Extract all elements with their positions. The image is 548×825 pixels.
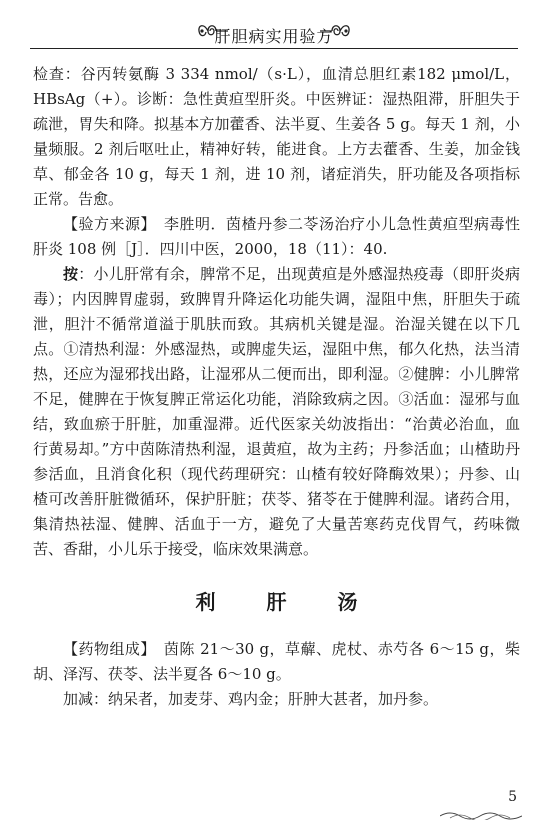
header-rule <box>30 48 518 49</box>
composition-text: 茵陈 21～30 g，草薢、虎杖、赤芍各 6～15 g，柴胡、泽泻、茯苓、法半夏各 6～10 g。 <box>33 640 520 683</box>
composition-paragraph <box>33 637 520 687</box>
commentary-label: 按 <box>63 265 79 283</box>
commentary-paragraph <box>33 262 520 562</box>
page-body <box>33 62 520 712</box>
source-paragraph <box>33 212 520 262</box>
running-header-title: 肝胆病实用验方 <box>214 27 334 46</box>
case-paragraph: 检查：谷丙转氨酶 3 334 nmol/（s·L），血清总胆红素182 μmol/L，HBsAg（+）。诊断：急性黄疸型肝炎。中医辨证：湿热阻滞，肝胆失于疏泄，胃失和降。拟基本方加藿香、法半夏、生姜各 5 g。每天 1 剂，小量频服。2 剂后呕吐止，精神好转，能进食。上方去藿香、生姜，加金钱草、郁金各 10 g，每天 1 剂，进 10 剂，诸症消失，肝功能及各项指标正常。告愈。 <box>33 65 520 208</box>
footer-ornament-icon <box>440 806 522 820</box>
modification-paragraph: 加减：纳呆者，加麦芽、鸡内金；肝肿大甚者，加丹参。 <box>63 690 439 708</box>
page-header <box>0 0 548 60</box>
composition-label: 【药物组成】 <box>63 640 149 658</box>
source-label: 【验方来源】 <box>63 215 149 233</box>
source-text: 李胜明．茵楂丹参二苓汤治疗小儿急性黄疸型病毒性肝炎 108 例［J］．四川中医，2000，18（11）：40. <box>33 215 520 258</box>
right-ornament-icon <box>318 20 352 42</box>
page-number: 5 <box>508 789 517 805</box>
section-title: 利 肝 汤 <box>195 590 380 614</box>
commentary-text: ：小儿肝常有余，脾常不足，出现黄疸是外感湿热疫毒（即肝炎病毒）；内因脾胃虚弱，致脾胃升降运化功能失调，湿阻中焦，肝胆失于疏泄，胆汁不循常道溢于肌肤而致。其病机关键是湿。治湿关键在以下几点。①清热利湿：外感湿热，或脾虚失运，湿阻中焦，郁久化热，法当清热，还应为湿邪找出路，让湿邪从二便而出，即利湿。②健脾：小儿脾常不足，健脾在于恢复脾正常运化功能，消除致病之因。③活血：湿邪与血结，致血瘀于肝脏，加重湿滞。近代医家关幼波指出：“治黄必治血，血行黄易却。”方中茵陈清热利湿，退黄疸，故为主药；丹参活血；山楂助丹参活血，且消食化积（现代药理研究：山楂有较好降酶效果）；丹参、山楂可改善肝脏微循环，保护肝脏；茯苓、猪苓在于健脾利湿。诸药合用，集清热祛湿、健脾、活血于一方，避免了大量苦寒药克伐胃气，药味微苦、香甜，小儿乐于接受，临床效果满意。 <box>33 265 520 558</box>
